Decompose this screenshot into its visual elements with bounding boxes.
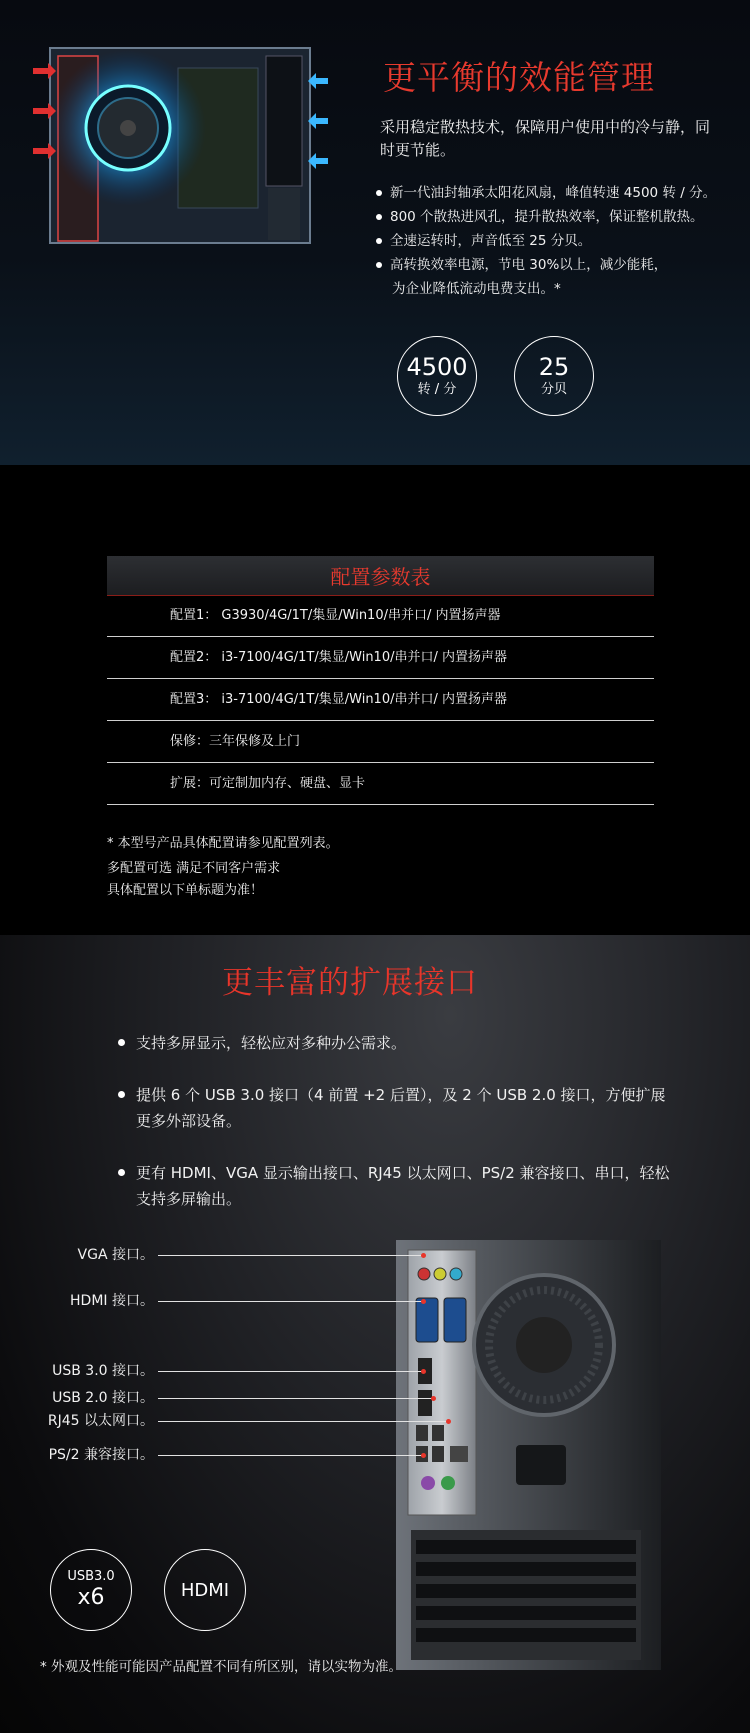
spec-note: 多配置可选 满足不同客户需求	[107, 861, 281, 876]
port-label-ps2: PS/2 兼容接口。	[48, 1447, 154, 1463]
spec-table-title: 配置参数表	[107, 556, 654, 596]
badge-label: USB3.0	[67, 1569, 115, 1584]
table-row	[107, 679, 654, 721]
spec-note: * 本型号产品具体配置请参见配置列表。	[107, 836, 339, 851]
table-row	[107, 721, 654, 763]
badge-value: x6	[77, 1585, 105, 1610]
list-item-continued: 为企业降低流动电费支出。*	[392, 281, 561, 297]
spec-note: 具体配置以下单标题为准！	[107, 883, 264, 898]
callout-line	[158, 1371, 423, 1372]
list-item: 支持多屏显示，轻松应对多种办公需求。	[118, 1030, 678, 1056]
callout-line	[158, 1301, 423, 1302]
cooling-section	[0, 0, 750, 465]
cooling-title: 更平衡的效能管理	[383, 58, 655, 97]
table-cell: 配置1： G3930/4G/1T/集显/Win10/串并口/ 内置扬声器	[170, 608, 501, 623]
cooling-feature-list	[374, 181, 744, 301]
expansion-feature-list	[118, 1030, 678, 1238]
table-cell: 扩展：可定制加内存、硬盘、显卡	[170, 776, 366, 791]
callout-dot	[431, 1396, 436, 1401]
port-label-vga: VGA 接口。	[77, 1247, 154, 1263]
badge-unit: 分贝	[540, 382, 567, 397]
pc-tower-rear-illustration	[396, 1240, 661, 1670]
disclaimer: * 外观及性能可能因产品配置不同有所区别，请以实物为准。	[40, 1659, 403, 1675]
expansion-section	[0, 935, 750, 1733]
callout-dot	[421, 1369, 426, 1374]
table-row	[107, 763, 654, 805]
spec-section	[0, 465, 750, 935]
list-item: 新一代油封轴承太阳花风扇，峰值转速 4500 转 / 分。	[374, 181, 744, 205]
table-cell: 配置2： i3-7100/4G/1T/集显/Win10/串并口/ 内置扬声器	[170, 650, 507, 665]
callout-line	[158, 1255, 423, 1256]
table-cell: 保修：三年保修及上门	[170, 734, 301, 749]
pc-case-cooling-illustration	[28, 38, 358, 248]
callout-line	[158, 1421, 448, 1422]
port-label-usb2: USB 2.0 接口。	[52, 1390, 154, 1406]
list-item: 更有 HDMI、VGA 显示输出接口、RJ45 以太网口、PS/2 兼容接口、串口，轻松支持多屏输出。	[118, 1160, 678, 1212]
expansion-title: 更丰富的扩展接口	[222, 965, 478, 1001]
usb3-count-badge	[50, 1549, 132, 1631]
list-item: 800 个散热进风孔，提升散热效率，保证整机散热。	[374, 205, 744, 229]
list-item: 提供 6 个 USB 3.0 接口（4 前置 +2 后置），及 2 个 USB 2.0 接口，方便扩展更多外部设备。	[118, 1082, 678, 1134]
fan-speed-badge	[397, 336, 477, 416]
callout-line	[158, 1398, 433, 1399]
badge-label: HDMI	[180, 1579, 230, 1601]
port-label-usb3: USB 3.0 接口。	[52, 1363, 154, 1379]
list-item: 高转换效率电源，节电 30%以上，减少能耗，	[374, 253, 744, 277]
callout-line	[158, 1455, 423, 1456]
hdmi-badge	[164, 1549, 246, 1631]
callout-dot	[421, 1253, 426, 1258]
badge-unit: 转 / 分	[417, 382, 457, 397]
table-row	[107, 637, 654, 679]
list-item: 全速运转时，声音低至 25 分贝。	[374, 229, 744, 253]
badge-value: 4500	[406, 353, 468, 381]
callout-dot	[421, 1299, 426, 1304]
cooling-intro: 采用稳定散热技术，保障用户使用中的冷与静，同时更节能。	[380, 118, 711, 159]
noise-level-badge	[514, 336, 594, 416]
table-row	[107, 595, 654, 637]
port-label-hdmi: HDMI 接口。	[70, 1293, 154, 1309]
table-cell: 配置3： i3-7100/4G/1T/集显/Win10/串并口/ 内置扬声器	[170, 692, 507, 707]
callout-dot	[446, 1419, 451, 1424]
port-label-rj45: RJ45 以太网口。	[47, 1413, 154, 1429]
callout-dot	[421, 1453, 426, 1458]
badge-value: 25	[538, 353, 570, 381]
